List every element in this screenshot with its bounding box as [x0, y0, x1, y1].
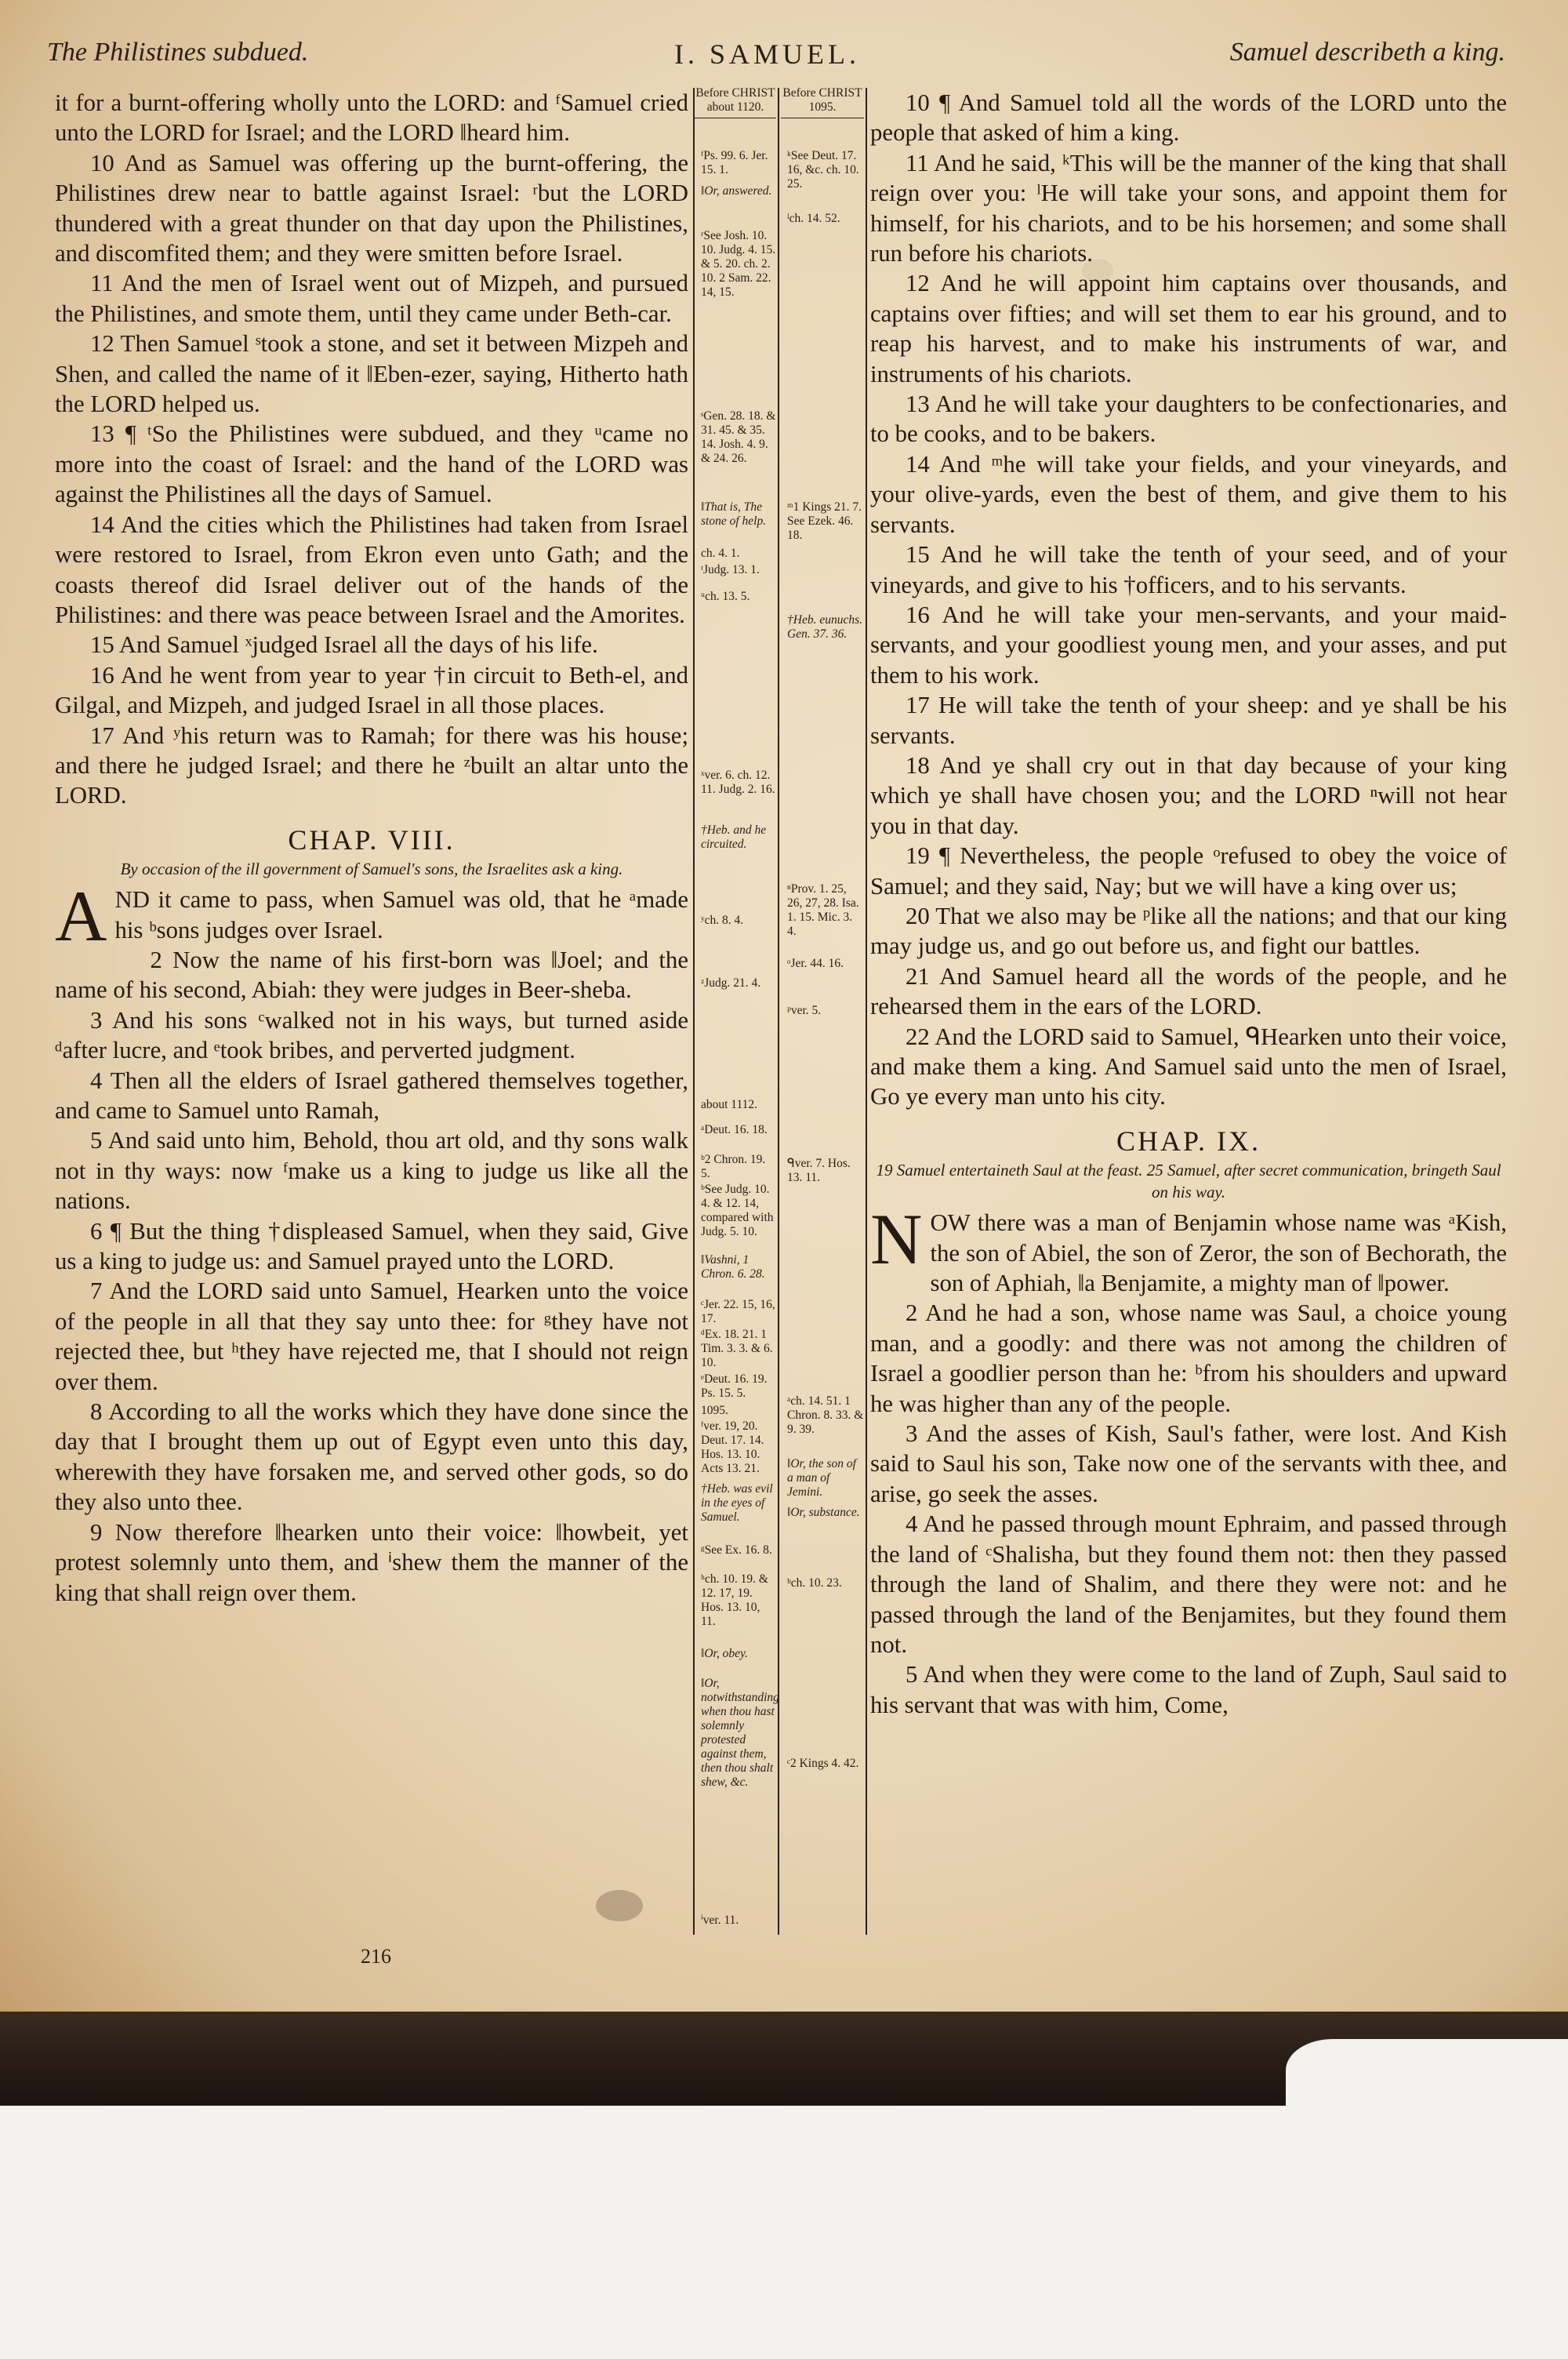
margin-note: ch. 4. 1.	[701, 547, 740, 560]
margin-references-right	[781, 86, 864, 1937]
margin-note: ᵈEx. 18. 21. 1 Tim. 3. 3. & 6. 10.	[701, 1328, 773, 1369]
margin-note: ‖Or, notwithstanding when thou hast solemnly protested against them, then thou shalt shew, &c.	[701, 1677, 779, 1789]
margin-note: ᵗJudg. 13. 1.	[701, 563, 760, 576]
verse-paragraph: 2 And he had a son, whose name was Saul, a choice young man, and a goodly: and there was not among the children of Israel a goodlier person than he: ᵇfrom his shoulders and upward he was higher than any of the people.	[870, 1299, 1507, 1417]
verse-paragraph: 5 And said unto him, Behold, thou art old, and thy sons walk not in thy ways: now ᶠmake us a king to judge us like all the nations.	[55, 1127, 688, 1215]
margin-note: ᵇ2 Chron. 19. 5.	[701, 1153, 766, 1180]
margin-note: ⁱver. 11.	[701, 1914, 739, 1927]
margin-note: ᵃch. 14. 51. 1 Chron. 8. 33. & 9. 39.	[787, 1394, 864, 1436]
margin-note: ᑫver. 7. Hos. 13. 11.	[787, 1157, 851, 1184]
page-number: 216	[361, 1945, 391, 1968]
margin-note: ˡch. 14. 52.	[787, 212, 840, 225]
verse-paragraph: 14 And ᵐhe will take your fields, and your vineyards, and your olive-yards, even the best of them, and give them to his servants.	[870, 450, 1507, 538]
verse-paragraph: 20 That we also may be ᵖlike all the nations; and that our king may judge us, and go out before us, and fight our battles.	[870, 902, 1507, 960]
verse-paragraph: 16 And he went from year to year †in circuit to Beth-el, and Gilgal, and Mizpeh, and judged Israel in all those places.	[55, 661, 688, 719]
opening-text: ND it came to pass, when Samuel was old, that he ᵃmade his ᵇsons judges over Israel.	[114, 886, 688, 943]
verse-paragraph: 21 And Samuel heard all the words of the people, and he rehearsed them in the ears of the LORD.	[870, 962, 1507, 1020]
verse-paragraph: 3 And his sons ᶜwalked not in his ways, but turned aside ᵈafter lucre, and ᵉtook bribes, and perverted judgment.	[55, 1006, 688, 1064]
verse-paragraph: it for a burnt-offering wholly unto the LORD: and ᶠSamuel cried unto the LORD for Israel; and the LORD ‖heard him.	[55, 89, 688, 147]
header-left-title: The Philistines subdued.	[47, 38, 309, 67]
verse-paragraph: 19 ¶ Nevertheless, the people ᵒrefused to obey the voice of Samuel; and they said, Nay; but we will have a king over us;	[870, 842, 1507, 900]
verse-paragraph: 5 And when they were come to the land of Zuph, Saul said to his servant that was with him, Come,	[870, 1661, 1507, 1718]
chapter-opening-paragraph	[870, 1199, 1507, 1298]
margin-note: ᶜJer. 22. 15, 16, 17.	[701, 1298, 775, 1325]
margin-note: ˣver. 6. ch. 12. 11. Judg. 2. 16.	[701, 769, 775, 796]
margin-note: ᶠPs. 99. 6. Jer. 15. 1.	[701, 149, 768, 176]
margin-note: ᵇSee Judg. 10. 4. & 12. 14, compared with Judg. 5. 10.	[701, 1183, 774, 1238]
verse-paragraph: 12 Then Samuel ˢtook a stone, and set it between Mizpeh and Shen, and called the name of it ‖Eben-ezer, saying, Hitherto hath the LORD helped us.	[55, 330, 688, 418]
verse-paragraph: 15 And Samuel ˣjudged Israel all the days of his life.	[90, 631, 598, 659]
verse-paragraph: 13 ¶ ᵗSo the Philistines were subdued, and they ᵘcame no more into the coast of Israel: and the hand of the LORD was against the Philistines all the days of Samuel.	[55, 420, 688, 508]
verse-paragraph: 15 And he will take the tenth of your seed, and of your vineyards, and give to his †officers, and to his servants.	[870, 541, 1507, 598]
margin-note: ‖Vashni, 1 Chron. 6. 28.	[701, 1253, 765, 1281]
verse-paragraph: 7 And the LORD said unto Samuel, Hearken unto the voice of the people in all that they say unto thee: for ᵍthey have not rejected thee, but ʰthey have rejected me, that I should not reign over them.	[55, 1278, 688, 1395]
header-right-title: Samuel describeth a king.	[1229, 38, 1505, 67]
margin-note: ʸch. 8. 4.	[701, 914, 744, 927]
margin-note: ˢGen. 28. 18. & 31. 45. & 35. 14. Josh. 4. 9. & 24. 26.	[701, 409, 776, 465]
margin-note: ᵉDeut. 16. 19. Ps. 15. 5.	[701, 1372, 768, 1400]
margin-references-left	[695, 86, 779, 1937]
chapter-summary: By occasion of the ill government of Samuel's sons, the Israelites ask a king.	[120, 860, 623, 879]
verse-paragraph: 22 And the LORD said to Samuel, ᑫHearken unto their voice, and make them a king. And Samuel said unto the men of Israel, Go ye every man unto his city.	[870, 1023, 1507, 1110]
verse-paragraph: 10 And as Samuel was offering up the burnt-offering, the Philistines drew near to battle against Israel: ʳbut the LORD thundered with a great thunder on that day upon the Philistines, and discomfited them; and they were smitten before Israel.	[55, 149, 688, 267]
margin-note: ʰch. 10. 19. & 12. 17, 19. Hos. 13. 10, 11.	[701, 1572, 768, 1628]
margin-date-heading: Before CHRIST about 1120.	[695, 86, 776, 118]
drop-cap: A	[55, 876, 107, 957]
verse-paragraph: 16 And he will take your men-servants, and your maid-servants, and your goodliest young men, and your asses, and put them to his work.	[870, 601, 1507, 689]
margin-note: ᵘch. 13. 5.	[701, 590, 750, 603]
chapter-summary: 19 Samuel entertaineth Saul at the feast. 25 Samuel, after secret communication, bringeth Saul on his way.	[876, 1161, 1501, 1202]
book-title: I. SAMUEL.	[674, 38, 860, 70]
running-header	[47, 38, 1505, 77]
verse-paragraph: 17 He will take the tenth of your sheep: and ye shall be his servants.	[870, 692, 1507, 749]
verse-paragraph: 11 And the men of Israel went out of Mizpeh, and pursued the Philistines, and smote them, until they came under Beth-car.	[55, 270, 688, 327]
margin-note: ʳSee Josh. 10. 10. Judg. 4. 15. & 5. 20. ch. 2. 10. 2 Sam. 22. 14, 15.	[701, 229, 776, 299]
column-rule	[866, 88, 867, 1935]
margin-note: ᵒJer. 44. 16.	[787, 957, 844, 970]
verse-paragraph: 4 And he passed through mount Ephraim, and passed through the land of ᶜShalisha, but they found them not: then they passed through the land of Shalim, and there they were not: and he passed through the land of the Benjamites, but they found them not.	[870, 1510, 1507, 1658]
chapter-opening-paragraph	[55, 876, 688, 957]
margin-date-heading: Before CHRIST 1095.	[781, 86, 864, 118]
verse-paragraph: 11 And he said, ᵏThis will be the manner of the king that shall reign over you: ˡHe will take your sons, and appoint them for himself, for his chariots, and to be his horsemen; and some shall run before his chariots.	[870, 149, 1507, 267]
margin-note: ᵃDeut. 16. 18.	[701, 1123, 768, 1136]
verse-paragraph: 13 And he will take your daughters to be confectionaries, and to be cooks, and to be bakers.	[870, 391, 1507, 448]
margin-note: ᵐ1 Kings 21. 7. See Ezek. 46. 18.	[787, 500, 862, 542]
margin-note: ᶻJudg. 21. 4.	[701, 976, 761, 990]
margin-note: ᵍSee Ex. 16. 8.	[701, 1543, 772, 1557]
margin-note: ⁿProv. 1. 25, 26, 27, 28. Isa. 1. 15. Mic. 3. 4.	[787, 882, 859, 938]
verse-paragraph: 14 And the cities which the Philistines had taken from Israel were restored to Israel, from Ekron even unto Gath; and the coasts thereof did Israel deliver out of the hands of the Philistines: and there was peace between Israel and the Amorites.	[55, 511, 688, 628]
verse-paragraph: 8 According to all the works which they have done since the day that I brought them up out of Egypt even unto this day, wherewith they have forsaken me, and served other gods, so do they also unto thee.	[55, 1398, 688, 1516]
verse-paragraph: 3 And the asses of Kish, Saul's father, were lost. And Kish said to Saul his son, Take now one of the servants with thee, and arise, go seek the asses.	[870, 1420, 1507, 1507]
verse-paragraph: 18 And ye shall cry out in that day because of your king which ye shall have chosen you; and the LORD ⁿwill not hear you in that day.	[870, 751, 1507, 839]
margin-note: ᵇch. 10. 23.	[787, 1576, 842, 1590]
margin-note: ᶠver. 19, 20. Deut. 17. 14. Hos. 13. 10. Acts 13. 21.	[701, 1419, 764, 1475]
chapter-title: CHAP. VIII.	[288, 823, 456, 856]
chapter-title: CHAP. IX.	[1116, 1125, 1261, 1157]
margin-note: †Heb. eunuchs. Gen. 37. 36.	[787, 613, 862, 641]
margin-note: ᵏSee Deut. 17. 16, &c. ch. 10. 25.	[787, 149, 859, 191]
margin-note: about 1112.	[701, 1098, 758, 1111]
right-text-column	[870, 88, 1507, 1720]
margin-note: ᶜ2 Kings 4. 42.	[787, 1757, 859, 1770]
drop-cap: N	[870, 1199, 923, 1280]
verse-paragraph: 17 And ʸhis return was to Ramah; for there was his house; and there he judged Israel; and there he ᶻbuilt an altar unto the LORD.	[55, 722, 688, 809]
margin-note: 1095.	[701, 1404, 728, 1417]
margin-note: ‖Or, answered.	[701, 184, 772, 198]
column-rule	[778, 88, 779, 1935]
verse-paragraph: 6 ¶ But the thing †displeased Samuel, when they said, Give us a king to judge us: and Samuel prayed unto the LORD.	[55, 1217, 688, 1275]
verse-paragraph: 9 Now therefore ‖hearken unto their voice: ‖howbeit, yet protest solemnly unto them, and ⁱshew them the manner of the king that shall reign over them.	[55, 1518, 688, 1606]
verse-paragraph: 12 And he will appoint him captains over thousands, and captains over fifties; and will set them to ear his ground, and to reap his harvest, and to make his instruments of war, and instruments of his chariots.	[870, 270, 1507, 387]
margin-note: ‖That is, The stone of help.	[701, 500, 767, 528]
margin-note: ‖Or, the son of a man of Jemini.	[787, 1457, 856, 1499]
verse-paragraph: 2 Now the name of his first-born was ‖Joel; and the name of his second, Abiah: they were judges in Beer-sheba.	[55, 946, 688, 1004]
verse-paragraph: 10 ¶ And Samuel told all the words of the LORD unto the people that asked of him a king.	[870, 89, 1507, 147]
margin-note: †Heb. and he circuited.	[701, 823, 767, 851]
margin-note: †Heb. was evil in the eyes of Samuel.	[701, 1482, 773, 1524]
verse-paragraph: 4 Then all the elders of Israel gathered themselves together, and came to Samuel unto Ramah,	[55, 1067, 688, 1124]
margin-note: ‖Or, substance.	[787, 1506, 860, 1519]
background-gap	[1286, 2039, 1568, 2133]
margin-note: ᵖver. 5.	[787, 1004, 822, 1017]
opening-text: OW there was a man of Benjamin whose name was ᵃKish, the son of Abiel, the son of Zeror, the son of Bechorath, the son of Aphiah, ‖a Benjamite, a mighty man of ‖power.	[930, 1209, 1507, 1297]
margin-note: ‖Or, obey.	[701, 1647, 748, 1660]
left-text-column	[55, 88, 688, 1608]
